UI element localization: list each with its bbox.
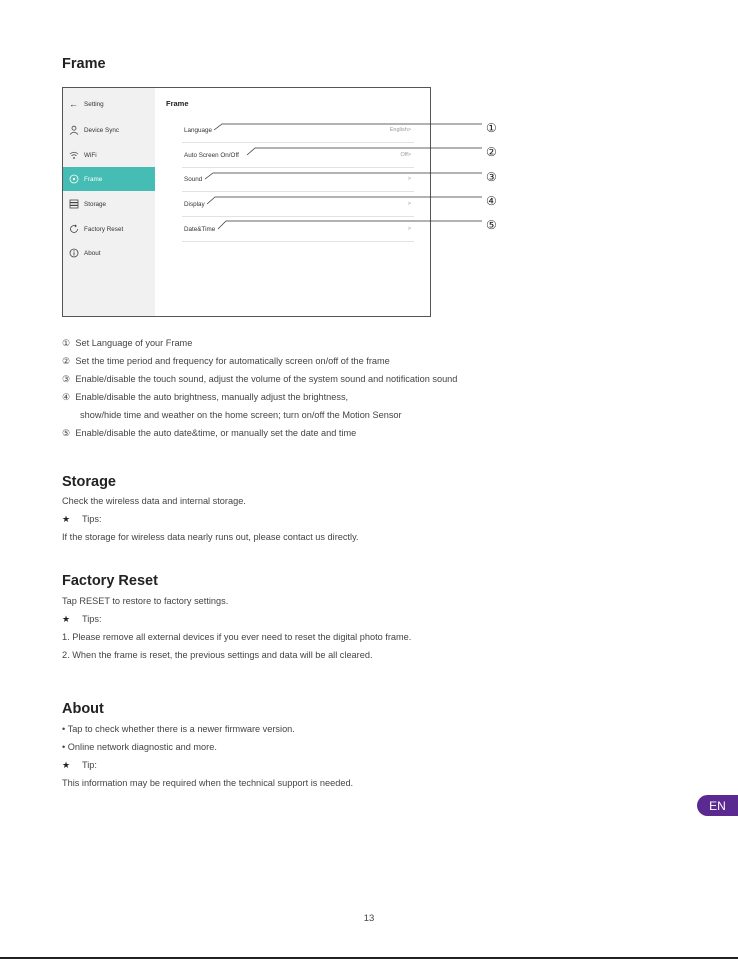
frame-note-5 — [62, 427, 356, 439]
about-bullet-1: • Tap to check whether there is a newer firmware version. — [62, 724, 295, 734]
row-label: Language — [184, 127, 213, 134]
callout-line-2 — [247, 148, 482, 155]
sidebar-item-label: About — [84, 249, 101, 257]
back-arrow-icon: ← — [69, 99, 78, 109]
callout-number-1: ① — [486, 121, 497, 135]
row-label: Date&Time — [184, 226, 216, 233]
screen-main-title: Frame — [166, 99, 189, 108]
factory-reset-description: Tap RESET to restore to factory settings. — [62, 596, 229, 606]
note-number: ② — [62, 356, 71, 366]
row-label: Sound — [184, 176, 203, 183]
note-number: ① — [62, 338, 71, 348]
language-badge: EN — [697, 795, 738, 816]
row-label: Auto Screen On/Off — [184, 152, 239, 159]
back-label: Setting — [84, 100, 104, 108]
frame-note-4-continued — [80, 409, 402, 421]
row-value: > — [407, 201, 411, 207]
callout-line-3 — [205, 173, 482, 179]
row-value: English> — [389, 127, 411, 133]
sidebar-item-label: Device Sync — [84, 126, 119, 134]
note-text: Enable/disable the auto brightness, manually adjust the brightness, — [75, 392, 349, 402]
frame-note-2 — [62, 355, 390, 367]
storage-tips-label: ★ Tips: — [62, 514, 102, 524]
note-number: ③ — [62, 374, 71, 384]
callout-line-1 — [214, 124, 482, 130]
callout-line-4 — [207, 197, 482, 204]
note-text: show/hide time and weather on the home screen; turn on/off the Motion Sensor — [80, 410, 402, 420]
about-section-title: About — [62, 701, 104, 717]
sidebar-item-label: WiFi — [84, 151, 97, 159]
page-number: 13 — [363, 913, 375, 924]
callout-number-4: ④ — [486, 194, 497, 208]
about-tips-label: ★ Tip: — [62, 760, 97, 770]
callout-number-5: ⑤ — [486, 218, 497, 232]
storage-section-title: Storage — [62, 474, 116, 490]
note-text: Enable/disable the touch sound, adjust the volume of the system sound and notification sound — [75, 374, 458, 384]
row-value: > — [407, 176, 411, 182]
callout-line-5 — [218, 221, 482, 229]
sidebar-item-label: Factory Reset — [84, 225, 124, 233]
callout-number-3: ③ — [486, 170, 497, 184]
star-icon: ★ — [62, 760, 71, 770]
star-icon: ★ — [62, 514, 71, 524]
star-icon: ★ — [62, 614, 71, 624]
callout-number-2: ② — [486, 145, 497, 159]
sidebar-item-label: Storage — [84, 200, 107, 208]
row-label: Display — [184, 201, 205, 208]
note-text: Set Language of your Frame — [75, 338, 193, 348]
storage-tip: If the storage for wireless data nearly runs out, please contact us directly. — [62, 532, 359, 542]
factory-reset-section-title: Factory Reset — [62, 573, 158, 589]
about-bullet-2: • Online network diagnostic and more. — [62, 742, 217, 752]
factory-reset-tip-2: 2. When the frame is reset, the previous settings and data will be all cleared. — [62, 650, 373, 660]
storage-description: Check the wireless data and internal storage. — [62, 496, 246, 506]
factory-reset-tips-label: ★ Tips: — [62, 614, 102, 624]
note-number: ⑤ — [62, 428, 71, 438]
note-number: ④ — [62, 392, 71, 402]
note-text: Set the time period and frequency for automatically screen on/off of the frame — [75, 356, 390, 366]
note-text: Enable/disable the auto date&time, or manually set the date and time — [75, 428, 357, 438]
factory-reset-tip-1: 1. Please remove all external devices if you ever need to reset the digital photo frame. — [62, 632, 412, 642]
frame-note-3 — [62, 373, 457, 385]
frame-section-title: Frame — [62, 56, 106, 72]
about-tip: This information may be required when the technical support is needed. — [62, 778, 354, 788]
frame-note-4 — [62, 391, 348, 403]
sidebar-item-label: Frame — [84, 175, 103, 183]
row-value: Off> — [400, 152, 411, 158]
row-value: > — [407, 226, 411, 232]
frame-note-1 — [62, 337, 192, 349]
